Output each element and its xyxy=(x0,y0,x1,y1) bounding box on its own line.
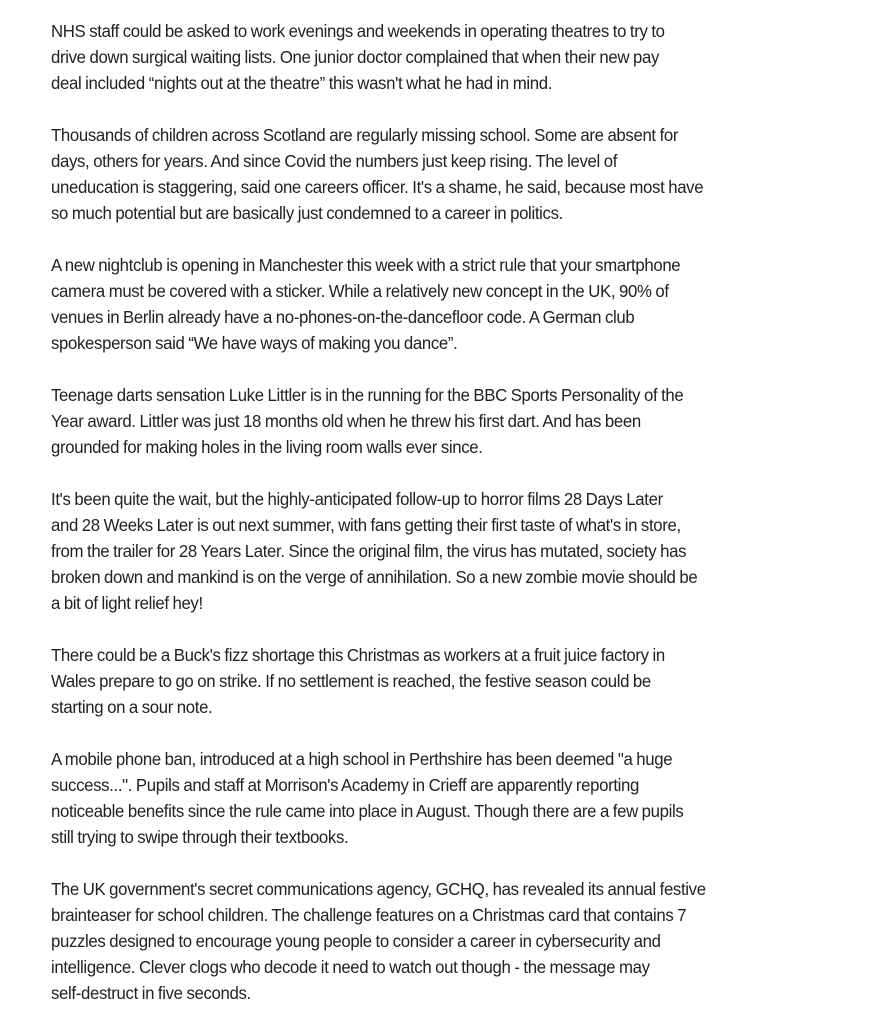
text-line: puzzles designed to encourage young people to consider a career in cybersecurity and xyxy=(51,931,661,951)
text-line: Thousands of children across Scotland are regularly missing school. Some are absent for xyxy=(51,125,679,145)
text-line: It's been quite the wait, but the highly-anticipated follow-up to horror films 28 Days Later xyxy=(51,489,663,509)
text-line: drive down surgical waiting lists. One junior doctor complained that when their new pay xyxy=(51,47,659,67)
text-line: camera must be covered with a sticker. While a relatively new concept in the UK, 90% of xyxy=(51,281,669,301)
text-line: uneducation is staggering, said one careers officer. It's a shame, he said, because most have xyxy=(51,177,704,197)
text-line: success...". Pupils and staff at Morrison's Academy in Crieff are apparently reporting xyxy=(51,775,640,795)
text-line: broken down and mankind is on the verge of annihilation. So a new zombie movie should be xyxy=(51,567,698,587)
paragraph-luke-littler xyxy=(51,382,871,460)
text-line: still trying to swipe through their textbooks. xyxy=(51,827,349,847)
paragraph-28-years-later xyxy=(51,486,871,616)
text-line: There could be a Buck's fizz shortage this Christmas as workers at a fruit juice factory in xyxy=(51,645,665,665)
paragraph-bucks-fizz-shortage xyxy=(51,642,871,720)
text-line: spokesperson said “We have ways of making you dance”. xyxy=(51,333,458,353)
text-line: intelligence. Clever clogs who decode it need to watch out though - the message may xyxy=(51,957,650,977)
text-line: A new nightclub is opening in Manchester this week with a strict rule that your smartphone xyxy=(51,255,681,275)
paragraph-nhs-operating-theatres xyxy=(51,18,871,96)
text-line: starting on a sour note. xyxy=(51,697,213,717)
paragraph-scotland-school-absence xyxy=(51,122,871,226)
text-line: A mobile phone ban, introduced at a high school in Perthshire has been deemed "a huge xyxy=(51,749,673,769)
text-line: Year award. Littler was just 18 months old when he threw his first dart. And has been xyxy=(51,411,641,431)
text-line: venues in Berlin already have a no-phones-on-the-dancefloor code. A German club xyxy=(51,307,635,327)
text-line: deal included “nights out at the theatre” this wasn't what he had in mind. xyxy=(51,73,553,93)
text-line: brainteaser for school children. The challenge features on a Christmas card that contains 7 xyxy=(51,905,687,925)
text-line: so much potential but are basically just condemned to a career in politics. xyxy=(51,203,563,223)
text-line: self-destruct in five seconds. xyxy=(51,983,251,1003)
paragraph-gchq-brainteaser xyxy=(51,876,871,1006)
text-line: noticeable benefits since the rule came into place in August. Though there are a few pupils xyxy=(51,801,684,821)
text-line: days, others for years. And since Covid the numbers just keep rising. The level of xyxy=(51,151,618,171)
text-line: Teenage darts sensation Luke Littler is in the running for the BBC Sports Personality of the xyxy=(51,385,684,405)
text-line: The UK government's secret communications agency, GCHQ, has revealed its annual festive xyxy=(51,879,706,899)
paragraph-perthshire-phone-ban xyxy=(51,746,871,850)
text-line: a bit of light relief hey! xyxy=(51,593,203,613)
text-line: grounded for making holes in the living room walls ever since. xyxy=(51,437,483,457)
document-body xyxy=(51,18,871,1032)
text-line: and 28 Weeks Later is out next summer, with fans getting their first taste of what's in store, xyxy=(51,515,681,535)
text-line: Wales prepare to go on strike. If no settlement is reached, the festive season could be xyxy=(51,671,651,691)
text-line: NHS staff could be asked to work evenings and weekends in operating theatres to try to xyxy=(51,21,665,41)
text-line: from the trailer for 28 Years Later. Since the original film, the virus has mutated, society has xyxy=(51,541,687,561)
paragraph-manchester-nightclub xyxy=(51,252,871,356)
